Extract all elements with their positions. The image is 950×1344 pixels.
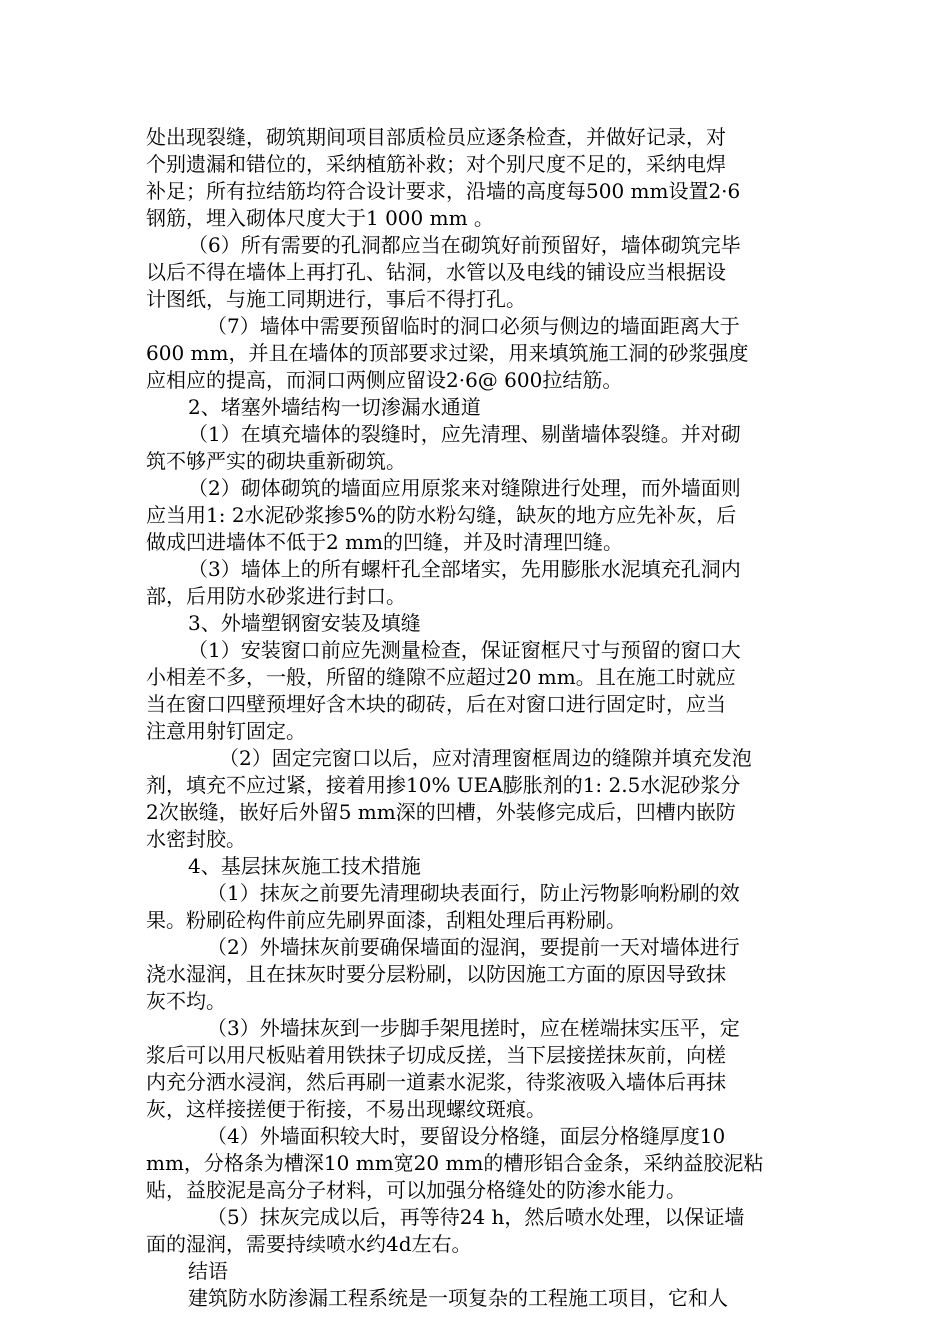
text-line: 小相差不多，一般，所留的缝隙不应超过20 mm。且在施工时就应 [146, 665, 736, 689]
text-line: 贴，益胶泥是高分子材料，可以加强分格缝处的防渗水能力。 [146, 1178, 686, 1202]
text-line: 当在窗口四壁预埋好含木块的砌砖，后在对窗口进行固定时，应当 [146, 692, 726, 716]
text-line: 钢筋，埋入砌体尺度大于1 000 mm 。 [146, 206, 494, 230]
text-line: 以后不得在墙体上再打孔、钻洞，水管以及电线的铺设应当根据设 [146, 260, 726, 284]
text-line: （5）抹灰完成以后，再等待24 h，然后喷水处理，以保证墙 [207, 1205, 745, 1229]
text-line: （2）外墙抹灰前要确保墙面的湿润，要提前一天对墙体进行 [207, 935, 740, 959]
text-line: （7）墙体中需要预留临时的洞口必须与侧边的墙面距离大于 [207, 314, 740, 338]
text-line: （3）外墙抹灰到一步脚手架甩搓时，应在槎端抹实压平，定 [207, 1016, 740, 1040]
text-line: 水密封胶。 [146, 827, 246, 851]
text-line: 建筑防水防渗漏工程系统是一项复杂的工程施工项目，它和人 [188, 1286, 728, 1310]
text-line: （1）抹灰之前要先清理砌块表面行，防止污物影响粉刷的效 [207, 881, 740, 905]
text-line: 内充分洒水浸润，然后再刷一道素水泥浆，待浆液吸入墙体后再抹 [146, 1070, 726, 1094]
text-line: （4）外墙面积较大时，要留设分格缝，面层分格缝厚度10 [207, 1124, 726, 1148]
text-line: 个别遗漏和错位的，采纳植筋补救；对个别尺度不足的，采纳电焊 [146, 152, 726, 176]
text-line: 果。粉刷砼构件前应先刷界面漆，刮粗处理后再粉刷。 [146, 908, 626, 932]
text-line: （2）固定完窗口以后，应对清理窗框周边的缝隙并填充发泡 [219, 746, 752, 770]
text-line: 灰，这样接搓便于衔接，不易出现螺纹斑痕。 [146, 1097, 546, 1121]
text-line: 2次嵌缝，嵌好后外留5 mm深的凹槽，外装修完成后，凹槽内嵌防 [146, 800, 736, 824]
text-line: mm，分格条为槽深10 mm宽20 mm的槽形铝合金条，采纳益胶泥粘 [146, 1151, 764, 1175]
section-heading: 3、外墙塑钢窗安装及填缝 [188, 611, 421, 635]
text-line: 浆后可以用尺板贴着用铁抹子切成反搓，当下层接搓抹灰前，向槎 [146, 1043, 726, 1067]
text-line: 应当用1: 2水泥砂浆掺5%的防水粉勾缝，缺灰的地方应先补灰，后 [146, 503, 737, 527]
text-line: 处出现裂缝，砌筑期间项目部质检员应逐条检查，并做好记录，对 [146, 125, 726, 149]
text-line: （1）在填充墙体的裂缝时，应先清理、剔凿墙体裂缝。并对砌 [188, 422, 741, 446]
text-line: 计图纸，与施工同期进行，事后不得打孔。 [146, 287, 526, 311]
text-line: 灰不均。 [146, 989, 226, 1013]
text-line: 应相应的提高，而洞口两侧应留设2·6@ 600拉结筋。 [146, 368, 623, 392]
section-heading: 2、堵塞外墙结构一切渗漏水通道 [188, 395, 481, 419]
text-line: 浇水湿润，且在抹灰时要分层粉刷，以防因施工方面的原因导致抹 [146, 962, 726, 986]
text-line: （6）所有需要的孔洞都应当在砌筑好前预留好，墙体砌筑完毕 [188, 233, 741, 257]
text-line: 补足；所有拉结筋均符合设计要求，沿墙的高度每500 mm设置2·6 [146, 179, 741, 203]
text-line: 剂，填充不应过紧，接着用掺10% UEA膨胀剂的1: 2.5水泥砂浆分 [146, 773, 741, 797]
text-line: （2）砌体砌筑的墙面应用原浆来对缝隙进行处理，而外墙面则 [188, 476, 741, 500]
text-line: 部，后用防水砂浆进行封口。 [146, 584, 406, 608]
section-heading: 结语 [188, 1259, 228, 1283]
section-heading: 4、基层抹灰施工技术措施 [188, 854, 421, 878]
text-line: 注意用射钉固定。 [146, 719, 306, 743]
text-line: 筑不够严实的砌块重新砌筑。 [146, 449, 406, 473]
text-line: 600 mm，并且在墙体的顶部要求过梁，用来填筑施工洞的砂浆强度 [146, 341, 749, 365]
text-line: （3）墙体上的所有螺杆孔全部堵实，先用膨胀水泥填充孔洞内 [188, 557, 741, 581]
text-line: 面的湿润，需要持续喷水约4d左右。 [146, 1232, 472, 1256]
text-line: （1）安装窗口前应先测量检查，保证窗框尺寸与预留的窗口大 [188, 638, 741, 662]
text-line: 做成凹进墙体不低于2 mm的凹缝，并及时清理凹缝。 [146, 530, 624, 554]
